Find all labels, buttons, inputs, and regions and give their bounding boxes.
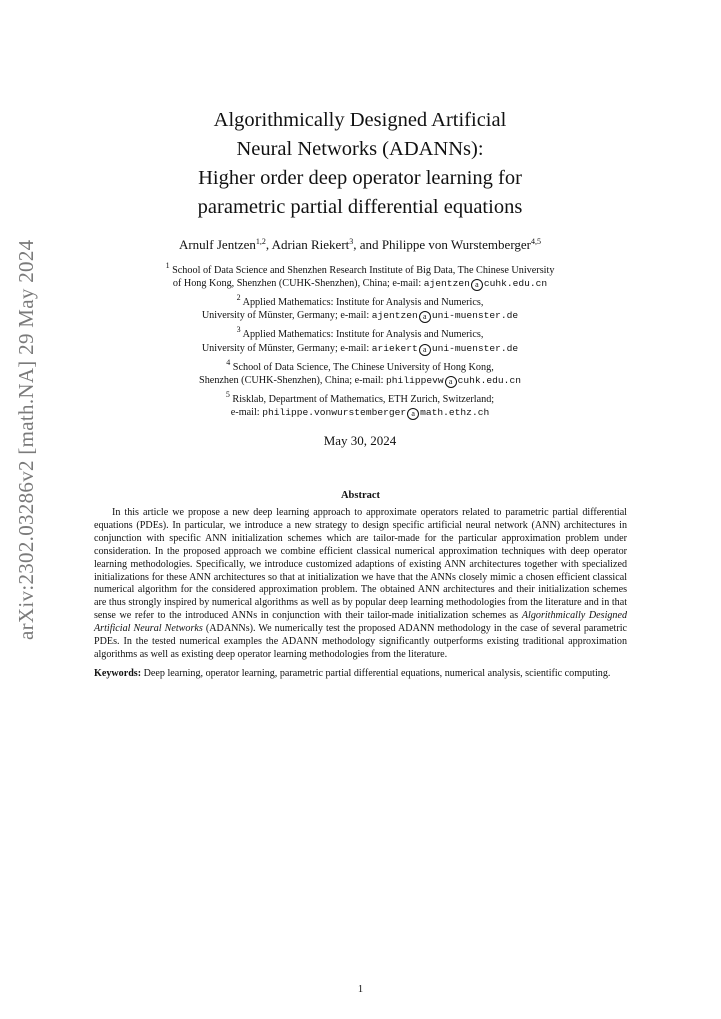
email-user: philippevw [386,374,444,386]
title-line: Algorithmically Designed Artificial [213,109,507,131]
email-user: ariekert [371,342,418,354]
publication-date: May 30, 2024 [323,433,397,449]
affiliation-3 [110,325,610,355]
abstract-emphasis: Algorithmically Designed Artificial Neural Networks [94,610,628,635]
at-symbol-icon: a [419,311,431,323]
author-name: Adrian Riekert [271,237,350,252]
affiliation-text: of Hong Kong, Shenzhen (CUHK-Shenzhen), China; e-mail: [172,278,424,290]
author-list [110,236,610,254]
author-affiliation-marker: 4,5 [531,237,542,246]
abstract-body [94,507,627,662]
email-link[interactable] [386,375,521,386]
affiliation-1 [110,261,610,291]
email-link[interactable] [372,310,518,321]
affiliation-2 [110,293,610,323]
affiliation-text: Applied Mathematics: Institute for Analysis and Numerics, [242,297,484,309]
affiliation-text: Shenzhen (CUHK-Shenzhen), China; e-mail: [199,374,387,386]
author-affiliation-marker: 1,2 [255,237,266,246]
email-link[interactable] [424,278,547,289]
author-separator: , and [353,237,382,252]
email-link[interactable] [262,407,489,418]
title-line: Neural Networks (ADANNs): [236,138,484,160]
affiliation-text: University of Münster, Germany; e-mail: [201,342,372,354]
author-name: Philippe von Wurstemberger [381,237,532,252]
affiliation-text: Risklab, Department of Mathematics, ETH Zurich, Switzerland; [232,393,495,405]
keywords-text: Deep learning, operator learning, parametric partial differential equations, numerical analysis, scientific computing. [141,667,611,679]
affiliation-number: 1 [165,261,170,270]
affiliations [110,261,610,420]
affiliation-number: 2 [236,293,241,303]
affiliation-5 [110,389,610,420]
email-domain: math.ethz.ch [420,407,490,419]
email-domain: cuhk.edu.cn [483,278,548,290]
at-symbol-icon: a [419,344,431,356]
arxiv-identifier: arXiv:2302.03286v2 [math.NA] 29 May 2024 [14,239,38,640]
affiliation-number: 3 [236,325,241,335]
at-symbol-icon: a [471,279,483,291]
author-name: Arnulf Jentzen [178,237,256,252]
affiliation-text: University of Münster, Germany; e-mail: [201,310,372,322]
keywords [94,668,627,681]
page-number: 1 [357,984,364,995]
keywords-label: Keywords: [94,667,142,679]
email-domain: uni-muenster.de [431,342,519,354]
abstract-text-part: In this article we propose a new deep learning approach to approximate operators related to parametric partial differential equations (PDEs). In particular, we introduce a new strategy to design specific artificial neural network (ANN) architectures in conjunction with specific ANN initialization schemes which are tailor-made for the particular approximation problem under consideration. In the proposed approach we combine efficient classical numerical approximation techniques with deep operator learning methodologies. Specifically, we introduce customized adaptions of existing ANN architectures together with specialized initializations for these ANN architectures so that at initialization we have that the ANNs closely mimic a chosen efficient classical numerical algorithm for the considered approximation problem. The obtained ANN architectures and their initialization schemes are thus strongly inspired by numerical algorithms as well as by popular deep learning methodologies from the literature and in that sense we refer to the introduced ANNs in conjunction with their tailor-made initialization schemes as [94,507,627,622]
title-line: Higher order deep operator learning for [198,167,522,189]
email-link[interactable] [372,343,518,354]
affiliation-text: e-mail: [230,407,263,419]
affiliation-text: School of Data Science and Shenzhen Research Institute of Big Data, The Chinese University [172,265,555,276]
affiliation-number: 4 [226,357,231,367]
email-domain: uni-muenster.de [431,310,519,322]
affiliation-number: 5 [225,389,230,399]
at-symbol-icon: a [407,408,419,420]
affiliation-text: School of Data Science, The Chinese University of Hong Kong, [232,361,494,373]
author-affiliation-marker: 3 [349,237,354,246]
email-user: ajentzen [423,278,470,290]
abstract-text-part: (ADANNs). We numerically test the proposed ADANN methodology in the case of several parametric PDEs. In the tested numerical examples the ADANN methodology significantly outperforms existing traditional approximation algorithms as well as existing deep operator learning methodologies from the literature. [94,623,628,660]
email-domain: cuhk.edu.cn [457,374,521,386]
abstract-section [94,490,627,681]
title-line: parametric partial differential equations [197,196,523,218]
at-symbol-icon: a [445,376,457,388]
affiliation-4 [110,357,610,388]
abstract-heading: Abstract [340,490,381,501]
title-block [110,106,610,450]
email-user: ajentzen [371,310,418,322]
affiliation-text: Applied Mathematics: Institute for Analysis and Numerics, [242,329,484,341]
author-separator: , [265,237,272,252]
email-user: philippe.vonwurstemberger [262,407,407,419]
